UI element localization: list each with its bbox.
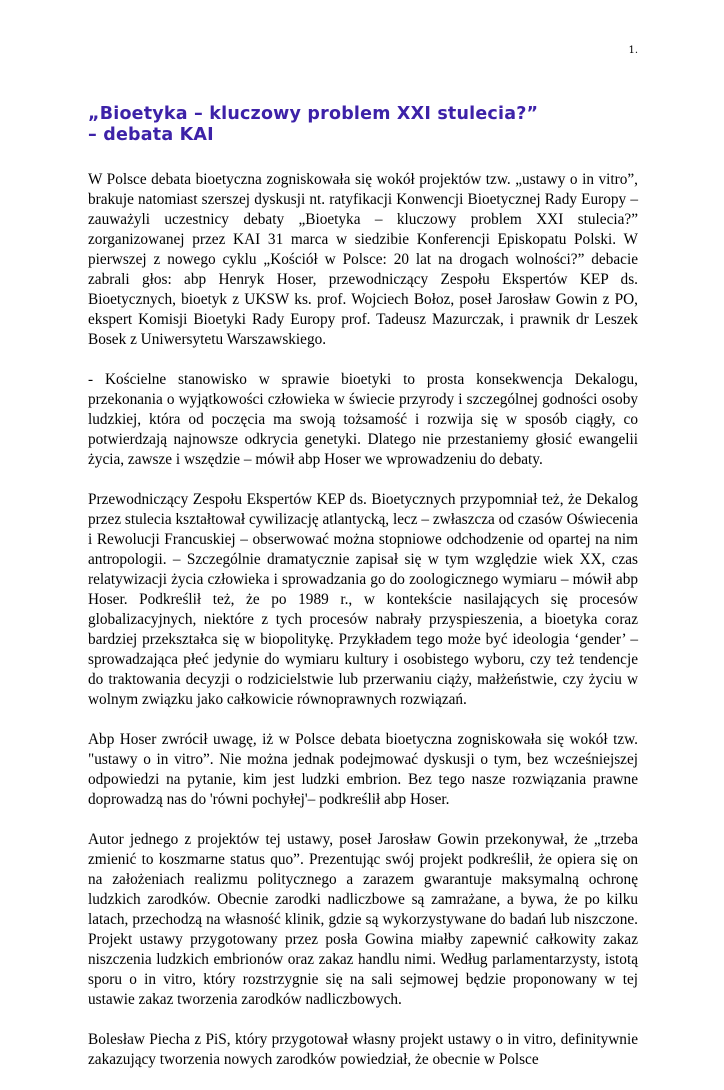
article-title	[88, 104, 638, 146]
paragraph-in-vitro-debate: Abp Hoser zwrócił uwagę, iż w Polsce debata bioetyczna zogniskowała się wokół tzw. "ustawy o in vitro”. Nie można jednak podejmować dyskusji o tym, bez wcześniejszej odpowiedzi na pytanie, kim jest ludzki embrion. Bez tego nasze rozwiązania prawne doprowadzą nas do 'równi pochyłej'– podkreślił abp Hoser.	[88, 731, 638, 808]
paragraph-piecha-project: Bolesław Piecha z PiS, który przygotował własny projekt ustawy o in vitro, definitywnie zakazujący tworzenia nowych zarodków powiedział, że obecnie w Polsce	[88, 1031, 638, 1068]
paragraph-hoser-decalogue: Przewodniczący Zespołu Ekspertów KEP ds. Bioetycznych przypomniał też, że Dekalog przez stulecia kształtował cywilizację atlantycką, lecz – zwłaszcza od czasów Oświecenia i Rewolucji Francuskiej – obserwować można stopniowe odchodzenie od opartej na nim antropologii. – Szczególnie dramatycznie zapisał się w tym względzie wiek XX, czas relatywizacji życia człowieka i sprowadzania go do zoologicznego wymiaru – mówił abp Hoser. Podkreślił też, że po 1989 r., w kontekście nasilających się procesów globalizacyjnych, niektóre z tych procesów nabrały przyspieszenia, a bioetyka coraz bardziej przekształca się w biopolitykę. Przykładem tego może być ideologia ‘gender’ – sprowadzająca płeć jedynie do wymiaru kultury i osobistego wyboru, czy też tendencje do traktowania decyzji o rodzicielstwie lub przerwaniu ciąży, małżeństwie, czy życiu w wolnym związku jako całkowicie równoprawnych rozwiązań.	[88, 491, 638, 708]
paragraph-gowin-project: Autor jednego z projektów tej ustawy, poseł Jarosław Gowin przekonywał, że „trzeba zmienić to koszmarne status quo”. Prezentując swój projekt podkreślił, że opiera się on na założeniach realizmu politycznego a zarazem gwarantuje maksymalną ochronę ludzkich zarodków. Obecnie zarodki nadliczbowe są zamrażane, a bywa, że po kilku latach, przechodzą na własność klinik, gdzie są wykorzystywane do badań lub niszczone. Projekt ustawy przygotowany przez posła Gowina miałby zapewnić całkowity zakaz niszczenia ludzkich embrionów oraz zakaz handlu nimi. Według parlamentarzysty, istotą sporu o in vitro, który rozstrzygnie się na sali sejmowej będzie proponowany w tej ustawie zakaz tworzenia zarodków nadliczbowych.	[88, 831, 638, 1008]
paragraph-hoser-quote: - Kościelne stanowisko w sprawie bioetyki to prosta konsekwencja Dekalogu, przekonania o wyjątkowości człowieka w świecie przyrody i szczególnej godności osoby ludzkiej, która od poczęcia ma swoją tożsamość i rozwija się w sposób ciągły, co potwierdzają najnowsze odkrycia genetyki. Dlatego nie przestaniemy głosić ewangelii życia, zawsze i wszędzie – mówił abp Hoser we wprowadzeniu do debaty.	[88, 371, 638, 468]
article-title-line-1: „Bioetyka – kluczowy problem XXI stulecia?”	[88, 104, 539, 124]
article-body	[88, 104, 638, 1090]
paragraph-intro: W Polsce debata bioetyczna zogniskowała się wokół projektów tzw. „ustawy o in vitro”, brakuje natomiast szerszej dyskusji nt. ratyfikacji Konwencji Bioetycznej Rady Europy – zauważyli uczestnicy debaty „Bioetyka – kluczowy problem XXI stulecia?” zorganizowanej przez KAI 31 marca w siedzibie Konferencji Episkopatu Polski. W pierwszej z nowego cyklu „Kościół w Polsce: 20 lat na drogach wolności?” debacie zabrali głos: abp Henryk Hoser, przewodniczący Zespołu Ekspertów KEP ds. Bioetycznych, bioetyk z UKSW ks. prof. Wojciech Bołoz, poseł Jarosław Gowin z PO, ekspert Komisji Bioetyki Rady Europy prof. Tadeusz Mazurczak, i prawnik dr Leszek Bosek z Uniwersytetu Warszawskiego.	[88, 171, 638, 348]
page-number: 1.	[628, 45, 638, 56]
article-title-line-2: – debata KAI	[88, 125, 214, 145]
